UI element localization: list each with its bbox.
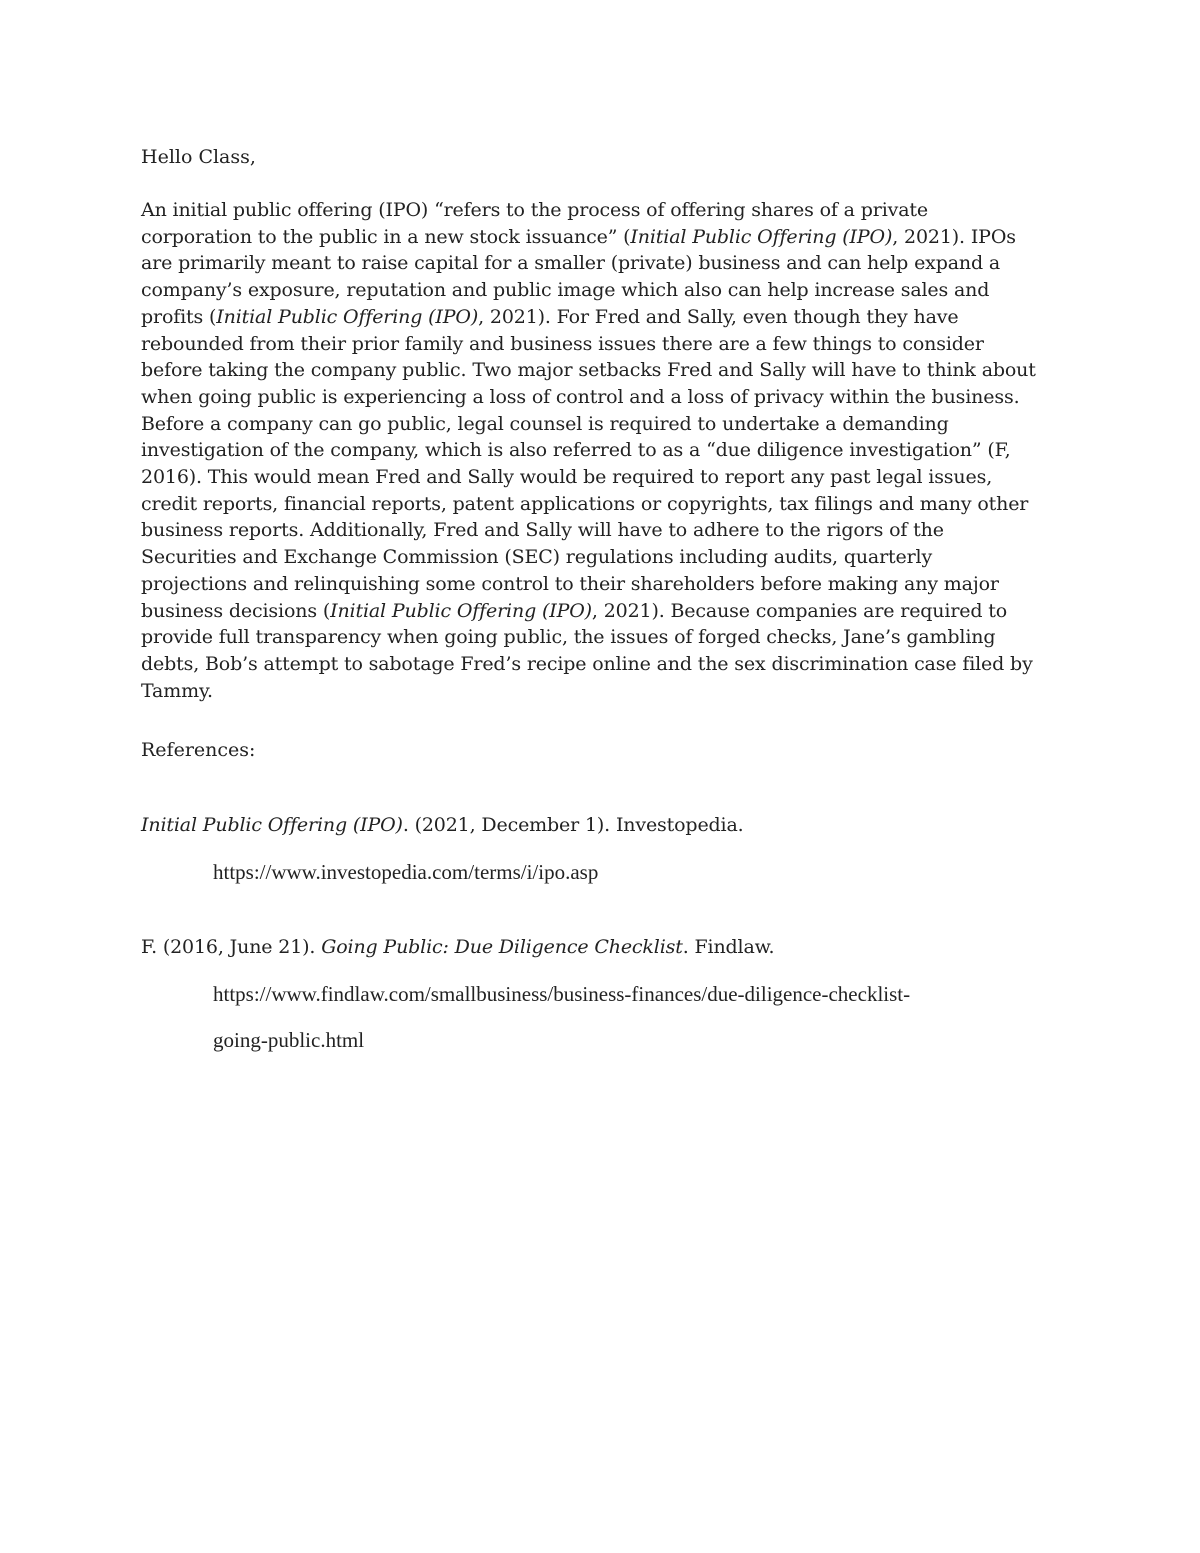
reference-title: Going Public: Due Diligence Checklist [321,936,683,958]
reference-entry [141,812,744,839]
reference-details: . Findlaw. [682,936,775,958]
paragraph-line [141,544,1071,571]
paragraph-line [141,571,1071,598]
reference-entry [141,934,774,961]
paragraph-line [141,678,1071,705]
body-paragraph [141,197,1071,704]
text-run: when going public is experiencing a loss of control and a loss of privacy within the business. [141,385,1020,408]
text-run: , 2021). For Fred and Sally, even though they have [478,305,959,328]
reference-url-continued: going-public.html [213,1028,365,1052]
text-run: Securities and Exchange Commission (SEC) regulations including audits, quarterly [141,546,933,569]
text-run: profits ( [141,305,217,328]
paragraph-line [141,331,1071,358]
references-heading: References: [141,739,256,761]
text-run: credit reports, financial reports, patent applications or copyrights, tax filings and many other [141,492,1029,515]
paragraph-line [141,277,1071,304]
citation-title: Initial Public Offering (IPO) [216,305,479,328]
paragraph-line [141,411,1071,438]
text-run: are primarily meant to raise capital for a smaller (private) business and can help expand a [141,252,1001,275]
citation-title: Initial Public Offering (IPO) [630,225,893,248]
text-run: An initial public offering (IPO) “refers to the process of offering shares of a private [141,199,928,221]
text-run: 2016). This would mean Fred and Sally would be required to report any past legal issues, [141,466,993,489]
paragraph-line [141,384,1071,411]
text-run: before taking the company public. Two major setbacks Fred and Sally will have to think about [141,359,1036,382]
text-run: , 2021). Because companies are required to [591,599,1008,622]
paragraph-line [141,517,1071,544]
text-run: , 2021). IPOs [892,225,1016,248]
text-run: rebounded from their prior family and business issues there are a few things to consider [141,332,984,355]
reference-url: https://www.findlaw.com/smallbusiness/business-finances/due-diligence-checklist- [213,982,911,1006]
paragraph-line [141,651,1071,678]
text-run: investigation of the company, which is also referred to as a “due diligence investigation” (F, [141,439,1011,462]
paragraph-line [141,437,1071,464]
paragraph-line [141,491,1071,518]
paragraph-line [141,224,1071,251]
citation-title: Initial Public Offering (IPO) [330,599,592,622]
text-run: Tammy. [141,679,213,702]
text-run: Before a company can go public, legal counsel is required to undertake a demanding [141,412,949,435]
paragraph-line [141,357,1071,384]
reference-title: Initial Public Offering (IPO) [141,814,403,836]
text-run: business reports. Additionally, Fred and Sally will have to adhere to the rigors of the [141,519,944,542]
text-run: provide full transparency when going public, the issues of forged checks, Jane’s gambling [141,626,996,649]
paragraph-line [141,304,1071,331]
paragraph-line [141,464,1071,491]
greeting: Hello Class, [141,146,256,168]
reference-url: https://www.investopedia.com/terms/i/ipo.asp [213,860,599,884]
text-run: projections and relinquishing some control to their shareholders before making any major [141,572,999,595]
text-run: corporation to the public in a new stock issuance” ( [141,225,631,248]
text-run: company’s exposure, reputation and public image which also can help increase sales and [141,279,990,302]
paragraph-line [141,197,1071,224]
text-run: debts, Bob’s attempt to sabotage Fred’s recipe online and the sex discrimination case filed by [141,652,1033,675]
reference-author: F. (2016, June 21). [141,936,322,958]
text-run: business decisions ( [141,599,331,622]
paragraph-line [141,598,1071,625]
reference-details: . (2021, December 1). Investopedia. [402,814,744,836]
paragraph-line [141,250,1071,277]
paragraph-line [141,624,1071,651]
